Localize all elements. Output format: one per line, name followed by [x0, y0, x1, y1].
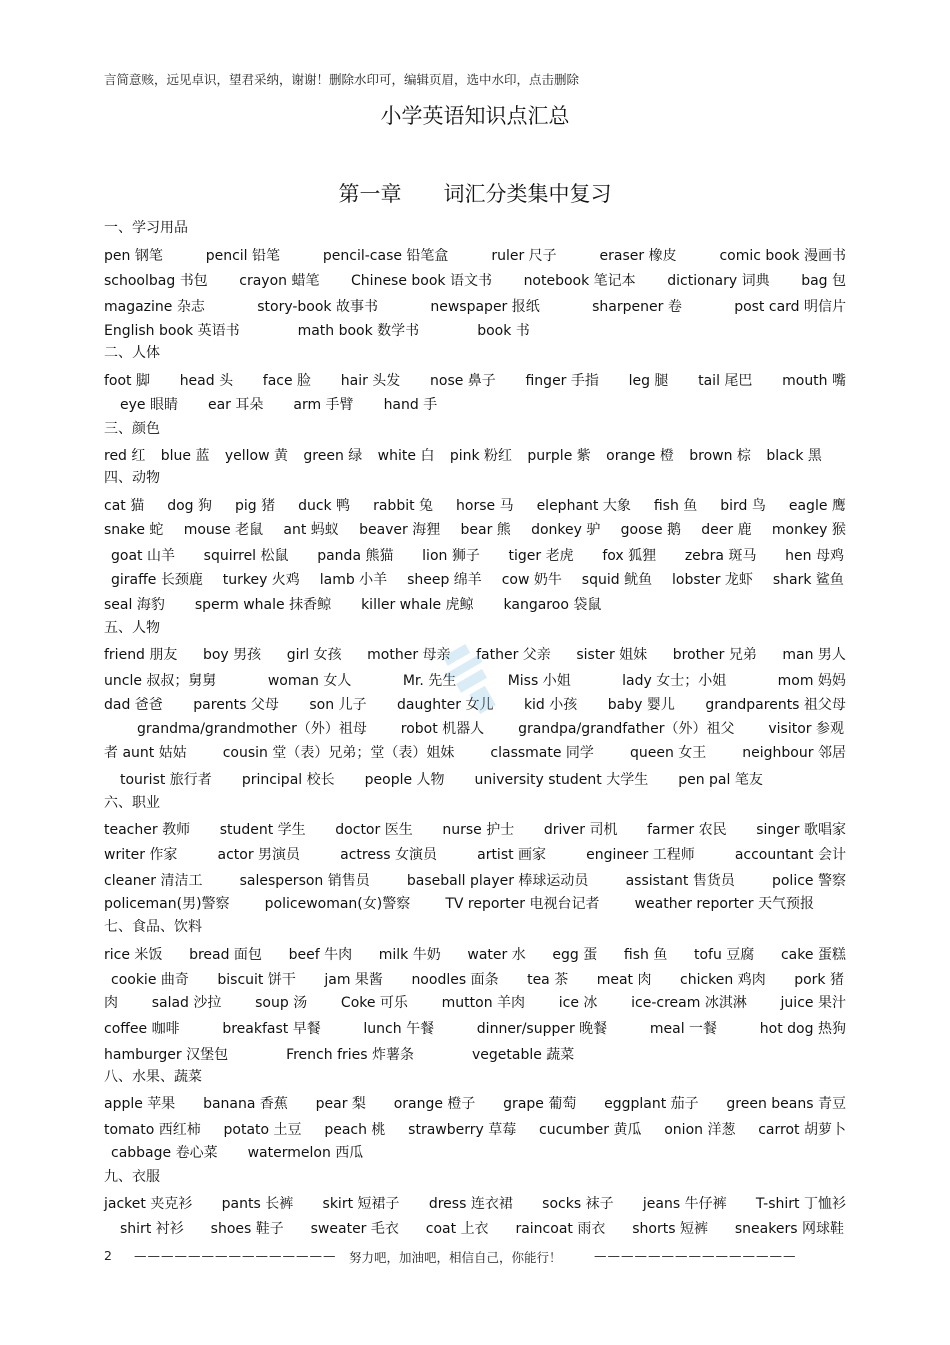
- page-number: 2: [104, 1248, 112, 1263]
- section-heading: 三、颜色: [104, 421, 160, 437]
- vocab-entry: policewoman(女)警察: [264, 896, 411, 912]
- vocab-entry: orange 橙: [606, 448, 674, 464]
- vocab-entry: skirt 短裙子: [322, 1196, 400, 1212]
- vocab-entry: singer 歌唱家: [756, 822, 846, 838]
- vocab-entry: crayon 蜡笔: [239, 273, 320, 289]
- vocab-entry: snake 蛇: [104, 522, 164, 538]
- vocab-entry: horse 马: [456, 498, 514, 514]
- vocab-entry: lobster 龙虾: [671, 572, 753, 588]
- vocab-entry: weather reporter 天气预报: [634, 896, 814, 912]
- vocab-entry: sheep 绵羊: [407, 572, 482, 588]
- vocab-entry: jam 果酱: [324, 972, 383, 988]
- vocab-entry: giraffe 长颈鹿: [111, 572, 203, 588]
- vocab-line: [104, 495, 846, 517]
- vocab-entry: brother 兄弟: [672, 647, 757, 663]
- vocab-entry: visitor 参观: [768, 721, 844, 737]
- vocab-entry: mom 妈妈: [777, 673, 846, 689]
- vocab-entry: salad 沙拉: [151, 995, 222, 1011]
- vocab-entry: rabbit 兔: [373, 498, 434, 514]
- vocab-line: [104, 1018, 846, 1040]
- vocab-entry: accountant 会计: [734, 847, 846, 863]
- vocab-entry: yellow 黄: [224, 448, 289, 464]
- vocab-entry: parents 父母: [193, 697, 279, 713]
- vocab-entry: carrot 胡萝卜: [758, 1122, 846, 1138]
- vocab-entry: robot 机器人: [400, 721, 485, 737]
- vocab-entry: killer whale 虎鲸: [361, 597, 474, 613]
- vocab-entry: shorts 短裤: [632, 1221, 708, 1237]
- vocab-entry: milk 牛奶: [378, 947, 441, 963]
- vocab-entry: bread 面包: [189, 947, 262, 963]
- footer-motto: 努力吧，加油吧，相信自己，你能行！: [349, 1250, 562, 1265]
- vocab-entry: meal 一餐: [649, 1021, 718, 1037]
- vocab-entry: people 人物: [364, 772, 445, 788]
- section-heading: 八、水果、蔬菜: [104, 1069, 202, 1085]
- vocab-line: [104, 1044, 846, 1066]
- vocab-entry: actor 男演员: [217, 847, 301, 863]
- vocab-entry: raincoat 雨衣: [515, 1221, 606, 1237]
- chapter-title: 第一章 词汇分类集中复习: [338, 182, 612, 206]
- vocab-entry: cousin 堂（表）兄弟；堂（表）姐妹: [222, 745, 455, 761]
- vocab-entry: arm 手臂: [293, 397, 354, 413]
- vocab-entry: son 儿子: [309, 697, 367, 713]
- vocab-entry: noodles 面条: [411, 972, 499, 988]
- section-heading: 五、人物: [104, 620, 160, 636]
- section-heading: 四、动物: [104, 470, 160, 486]
- vocab-entry: sperm whale 抹香鲸: [194, 597, 332, 613]
- section-heading: 二、人体: [104, 345, 160, 361]
- vocab-line: [104, 893, 814, 915]
- vocab-entry: university student 大学生: [474, 772, 649, 788]
- vocab-entry: turkey 火鸡: [222, 572, 300, 588]
- header-note: 言简意赅，远见卓识，望君采纳，谢谢！删除水印可，编辑页眉，选中水印，点击删除: [104, 72, 580, 87]
- vocab-entry: lady 女士；小姐: [622, 673, 727, 689]
- vocab-entry: sharpener 卷: [592, 299, 682, 315]
- vocab-entry: sister 姐妹: [576, 647, 648, 663]
- vocab-entry: coat 上衣: [425, 1221, 489, 1237]
- vocab-entry: blue 蓝: [160, 448, 210, 464]
- vocab-entry: dress 连衣裙: [428, 1196, 513, 1212]
- vocab-entry: comic book 漫画书: [719, 248, 846, 264]
- vocab-entry: kangaroo 袋鼠: [503, 597, 602, 613]
- vocab-entry: lunch 午餐: [363, 1021, 435, 1037]
- vocab-entry: book 书: [477, 323, 530, 339]
- vocab-entry: orange 橙子: [393, 1096, 476, 1112]
- vocab-line: [111, 969, 844, 991]
- vocab-entry: ice 冰: [558, 995, 598, 1011]
- vocab-entry: teacher 教师: [104, 822, 191, 838]
- vocab-entry: coffee 咖啡: [104, 1021, 180, 1037]
- vocab-entry: onion 洋葱: [664, 1122, 736, 1138]
- vocab-entry: jeans 牛仔裤: [642, 1196, 727, 1212]
- vocab-line: [111, 545, 844, 567]
- vocab-entry: elephant 大象: [536, 498, 631, 514]
- vocab-entry: Chinese book 语文书: [351, 273, 492, 289]
- vocab-entry: post card 明信片: [734, 299, 846, 315]
- vocab-entry: leg 腿: [628, 373, 669, 389]
- vocab-entry: apple 苹果: [104, 1096, 176, 1112]
- vocab-entry: lamb 小羊: [319, 572, 388, 588]
- vocab-entry: squirrel 松鼠: [203, 548, 289, 564]
- vocab-entry: tail 尾巴: [698, 373, 753, 389]
- vocab-entry: squid 鱿鱼: [581, 572, 653, 588]
- vocab-entry: TV reporter 电视台记者: [445, 896, 600, 912]
- vocab-entry: shoes 鞋子: [210, 1221, 284, 1237]
- vocab-entry: dad 爸爸: [104, 697, 163, 713]
- vocab-entry: magazine 杂志: [104, 299, 205, 315]
- vocab-entry: sweater 毛衣: [310, 1221, 399, 1237]
- vocab-entry: Coke 可乐: [340, 995, 408, 1011]
- vocab-entry: hand 手: [383, 397, 438, 413]
- vocab-line: [104, 870, 846, 892]
- section-heading: 七、食品、饮料: [104, 919, 202, 935]
- vocab-entry: pencil 铅笔: [205, 248, 281, 264]
- vocab-entry: seal 海豹: [104, 597, 165, 613]
- vocab-entry: goat 山羊: [111, 548, 175, 564]
- vocab-entry: cat 猫: [104, 498, 145, 514]
- vocab-entry: pants 长裤: [221, 1196, 294, 1212]
- vocab-line: [104, 245, 846, 267]
- vocab-entry: pear 梨: [315, 1096, 366, 1112]
- vocab-entry: ear 耳朵: [207, 397, 264, 413]
- vocab-entry: eraser 橡皮: [599, 248, 677, 264]
- vocab-line: [104, 819, 846, 841]
- vocab-entry: monkey 猴: [771, 522, 846, 538]
- vocab-entry: policeman(男)警察: [104, 896, 230, 912]
- vocab-entry: dog 狗: [167, 498, 212, 514]
- vocab-entry: juice 果汁: [780, 995, 846, 1011]
- vocab-entry: potato 土豆: [223, 1122, 302, 1138]
- section-heading: 一、学习用品: [104, 220, 188, 236]
- vocab-entry: eye 眼睛: [120, 397, 178, 413]
- vocab-entry: principal 校长: [241, 772, 335, 788]
- vocab-line: [111, 1142, 853, 1164]
- vocab-entry: baby 婴儿: [607, 697, 675, 713]
- vocab-entry: father 父亲: [476, 647, 551, 663]
- vocab-entry: pencil-case 铅笔盒: [322, 248, 449, 264]
- vocab-entry: meat 肉: [596, 972, 652, 988]
- vocab-entry: French fries 炸薯条: [286, 1047, 414, 1063]
- vocab-entry: math book 数学书: [297, 323, 420, 339]
- vocab-entry: sneakers 网球鞋: [734, 1221, 844, 1237]
- vocab-entry: pen pal 笔友: [678, 772, 763, 788]
- vocab-entry: bear 熊: [460, 522, 511, 538]
- vocab-entry: breakfast 早餐: [222, 1021, 321, 1037]
- vocab-line: [120, 1218, 844, 1240]
- vocab-line: [104, 594, 846, 616]
- vocab-entry: kid 小孩: [523, 697, 578, 713]
- vocab-entry: pen 钢笔: [104, 248, 163, 264]
- vocab-entry: farmer 农民: [647, 822, 727, 838]
- vocab-entry: neighbour 邻居: [742, 745, 846, 761]
- vocab-entry: peach 桃: [324, 1122, 386, 1138]
- vocab-entry: dinner/supper 晚餐: [476, 1021, 608, 1037]
- footer-rule-right: ———————————————: [594, 1248, 797, 1263]
- vocab-entry: rice 米饭: [104, 947, 163, 963]
- vocab-entry: black 黑: [766, 448, 822, 464]
- vocab-entry: watermelon 西瓜: [247, 1145, 364, 1161]
- vocab-line: [120, 769, 862, 791]
- vocab-entry: finger 手指: [525, 373, 599, 389]
- vocab-entry: purple 紫: [527, 448, 591, 464]
- vocab-entry: biscuit 饼干: [217, 972, 296, 988]
- vocab-entry: mouth 嘴: [782, 373, 846, 389]
- vocab-entry: mouse 老鼠: [183, 522, 264, 538]
- vocab-entry: police 警察: [771, 873, 846, 889]
- vocab-line: [104, 944, 846, 966]
- vocab-entry: banana 香蕉: [203, 1096, 288, 1112]
- vocab-entry: daughter 女儿: [397, 697, 494, 713]
- vocab-entry: cookie 曲奇: [111, 972, 189, 988]
- vocab-line: [104, 296, 846, 318]
- vocab-entry: cake 蛋糕: [780, 947, 846, 963]
- vocab-line: [104, 742, 846, 764]
- vocab-entry: brown 棕: [689, 448, 751, 464]
- vocab-entry: fish 鱼: [623, 947, 668, 963]
- vocab-entry: tofu 豆腐: [693, 947, 755, 963]
- vocab-entry: chicken 鸡肉: [680, 972, 766, 988]
- vocab-entry: eagle 鹰: [788, 498, 846, 514]
- vocab-entry: soup 汤: [255, 995, 308, 1011]
- vocab-entry: jacket 夹克衫: [104, 1196, 193, 1212]
- vocab-line: [104, 370, 846, 392]
- vocab-entry: boy 男孩: [202, 647, 262, 663]
- vocab-entry: nurse 护士: [442, 822, 515, 838]
- vocab-entry: tourist 旅行者: [120, 772, 212, 788]
- vocab-entry: Miss 小姐: [507, 673, 571, 689]
- vocab-entry: tea 茶: [527, 972, 569, 988]
- vocab-line: [104, 270, 846, 292]
- vocab-entry: cow 奶牛: [501, 572, 562, 588]
- vocab-line: [104, 1119, 846, 1141]
- vocab-entry: foot 脚: [104, 373, 150, 389]
- vocab-entry: pink 粉红: [449, 448, 513, 464]
- vocab-entry: tomato 西红柿: [104, 1122, 201, 1138]
- vocab-entry: grape 葡萄: [503, 1096, 577, 1112]
- vocab-entry: girl 女孩: [286, 647, 342, 663]
- vocab-entry: ruler 尺子: [491, 248, 557, 264]
- vocab-entry: pig 猪: [234, 498, 276, 514]
- vocab-entry: T-shirt 丁恤衫: [755, 1196, 846, 1212]
- vocab-entry: doctor 医生: [335, 822, 413, 838]
- vocab-entry: face 脸: [262, 373, 312, 389]
- vocab-entry: lion 狮子: [422, 548, 480, 564]
- vocab-entry: ice-cream 冰淇淋: [631, 995, 747, 1011]
- vocab-entry: zebra 斑马: [684, 548, 757, 564]
- vocab-entry: hot dog 热狗: [759, 1021, 846, 1037]
- vocab-entry: uncle 叔叔；舅舅: [104, 673, 217, 689]
- vocab-line: [104, 1093, 846, 1115]
- vocab-entry: bag 包: [801, 273, 846, 289]
- vocab-entry: cabbage 卷心菜: [111, 1145, 218, 1161]
- vocab-entry: vegetable 蔬菜: [472, 1047, 575, 1063]
- vocab-entry: baseball player 棒球运动员: [406, 873, 589, 889]
- vocab-entry: strawberry 草莓: [408, 1122, 517, 1138]
- vocab-entry: tiger 老虎: [508, 548, 574, 564]
- vocab-entry: artist 画家: [477, 847, 547, 863]
- vocab-entry: hair 头发: [340, 373, 401, 389]
- vocab-entry: egg 蛋: [552, 947, 598, 963]
- vocab-entry: grandpa/grandfather（外）祖父: [518, 721, 735, 737]
- vocab-entry: writer 作家: [104, 847, 178, 863]
- vocab-entry: friend 朋友: [104, 647, 178, 663]
- vocab-entry: grandma/grandmother（外）祖母: [137, 721, 367, 737]
- vocab-entry: donkey 驴: [531, 522, 601, 538]
- vocab-entry: shirt 衬衫: [120, 1221, 184, 1237]
- vocab-entry: hen 母鸡: [785, 548, 844, 564]
- vocab-entry: green beans 青豆: [726, 1096, 846, 1112]
- vocab-entry: salesperson 销售员: [239, 873, 370, 889]
- vocab-entry: assistant 售货员: [625, 873, 735, 889]
- vocab-entry: head 头: [179, 373, 234, 389]
- vocab-entry: 者 aunt 姑姑: [104, 745, 187, 761]
- vocab-entry: beef 牛肉: [288, 947, 353, 963]
- vocab-entry: notebook 笔记本: [523, 273, 636, 289]
- vocab-entry: duck 鸭: [298, 498, 351, 514]
- vocab-entry: classmate 同学: [490, 745, 594, 761]
- section-heading: 六、职业: [104, 795, 160, 811]
- vocab-entry: cleaner 清洁工: [104, 873, 203, 889]
- vocab-entry: driver 司机: [543, 822, 618, 838]
- vocab-entry: goose 鹅: [620, 522, 682, 538]
- vocab-entry: green 绿: [303, 448, 363, 464]
- page-footer: [104, 1248, 846, 1268]
- document-title: 小学英语知识点汇总: [380, 104, 570, 128]
- vocab-entry: eggplant 茄子: [604, 1096, 699, 1112]
- vocab-entry: newspaper 报纸: [430, 299, 540, 315]
- vocab-line: [104, 1193, 846, 1215]
- vocab-entry: grandparents 祖父母: [705, 697, 846, 713]
- vocab-entry: white 白: [377, 448, 435, 464]
- vocab-entry: red 红: [104, 448, 146, 464]
- footer-rule-left: ———————————————: [134, 1248, 337, 1263]
- vocab-line: [104, 992, 846, 1014]
- vocab-entry: English book 英语书: [104, 323, 240, 339]
- vocab-entry: 肉: [104, 995, 118, 1011]
- vocab-line: [104, 320, 846, 342]
- vocab-entry: socks 袜子: [542, 1196, 614, 1212]
- vocab-entry: deer 鹿: [701, 522, 752, 538]
- vocab-entry: bird 鸟: [720, 498, 766, 514]
- vocab-entry: story-book 故事书: [257, 299, 378, 315]
- vocab-line: [104, 445, 822, 467]
- section-heading: 九、衣服: [104, 1169, 160, 1185]
- vocab-line: [120, 394, 862, 416]
- vocab-entry: hamburger 汉堡包: [104, 1047, 229, 1063]
- vocab-entry: queen 女王: [629, 745, 707, 761]
- vocab-entry: shark 鲨鱼: [772, 572, 844, 588]
- vocab-entry: mother 母亲: [367, 647, 451, 663]
- vocab-entry: Mr. 先生: [402, 673, 457, 689]
- vocab-line: [104, 519, 846, 541]
- vocab-entry: ant 蚂蚁: [283, 522, 339, 538]
- vocab-entry: panda 熊猫: [317, 548, 394, 564]
- vocab-entry: engineer 工程师: [586, 847, 695, 863]
- vocab-entry: pork 猪: [794, 972, 844, 988]
- vocab-entry: beaver 海狸: [359, 522, 441, 538]
- vocab-entry: mutton 羊肉: [441, 995, 526, 1011]
- vocab-entry: woman 女人: [267, 673, 352, 689]
- vocab-line: [137, 718, 844, 740]
- vocab-entry: student 学生: [219, 822, 306, 838]
- vocab-entry: fish 鱼: [653, 498, 698, 514]
- vocab-entry: actress 女演员: [340, 847, 438, 863]
- vocab-line: [111, 569, 844, 591]
- vocab-entry: man 男人: [782, 647, 846, 663]
- vocab-entry: dictionary 词典: [667, 273, 770, 289]
- vocab-entry: fox 狐狸: [602, 548, 657, 564]
- vocab-entry: nose 鼻子: [430, 373, 496, 389]
- vocab-entry: cucumber 黄瓜: [539, 1122, 642, 1138]
- vocab-entry: schoolbag 书包: [104, 273, 208, 289]
- vocab-entry: water 水: [467, 947, 526, 963]
- vocab-line: [104, 844, 846, 866]
